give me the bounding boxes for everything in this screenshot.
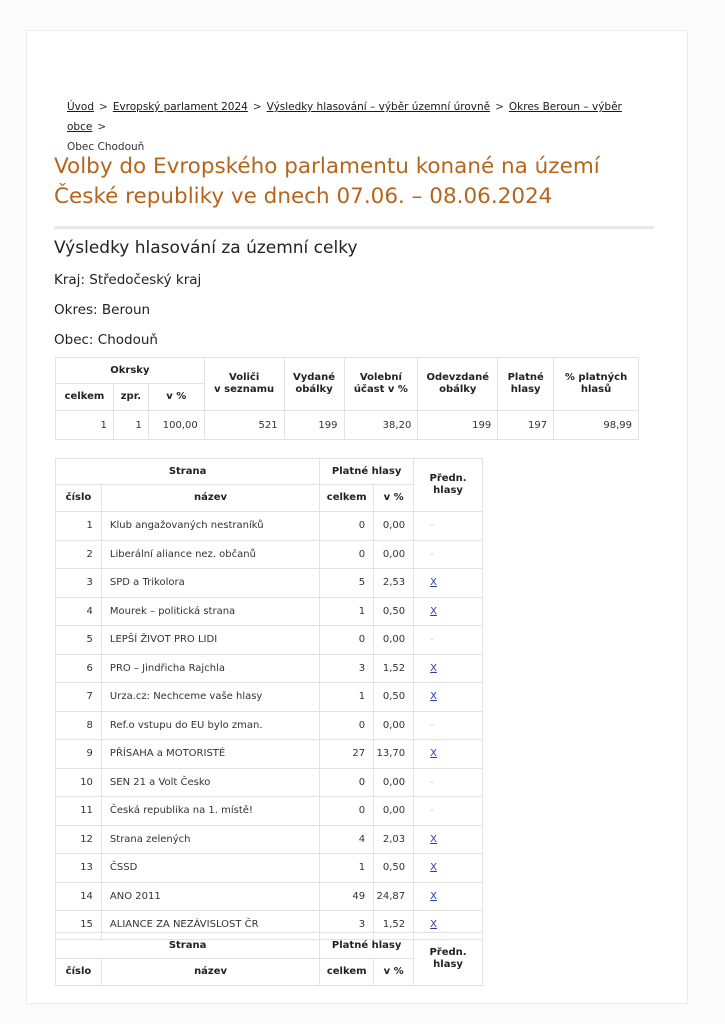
party-pref-cell: [414, 768, 483, 797]
header-zpr: zpr.: [113, 384, 148, 411]
header-strana: Strana: [56, 933, 320, 959]
party-pct: 0,00: [374, 711, 414, 740]
party-votes: 1: [320, 854, 374, 883]
header-nazev: název: [101, 485, 319, 512]
party-pct: 1,52: [374, 654, 414, 683]
breadcrumb-current: Obec Chodouň: [67, 141, 145, 153]
party-pct: 2,53: [374, 569, 414, 598]
kraj-label: Kraj: Středočeský kraj: [54, 272, 202, 288]
party-votes: 0: [320, 797, 374, 826]
party-row: [56, 768, 483, 797]
obec-label: Obec: Chodouň: [54, 332, 158, 348]
summary-row: [56, 411, 639, 440]
party-number: 15: [56, 911, 102, 940]
summary-table: [55, 357, 639, 440]
breadcrumb-separator: >: [252, 101, 262, 113]
party-number: 10: [56, 768, 102, 797]
party-number: 5: [56, 626, 102, 655]
title-divider: [54, 226, 654, 229]
party-pref-cell: [414, 654, 483, 683]
preferential-votes-link[interactable]: X: [430, 691, 437, 703]
party-name: Mourek – politická strana: [101, 597, 319, 626]
party-pct: 2,03: [374, 825, 414, 854]
party-number: 1: [56, 512, 102, 541]
header-vydane-obalky: Vydané obálky: [284, 358, 344, 411]
header-predn-hlasy: Předn. hlasy: [414, 933, 483, 986]
party-name: Klub angažovaných nestraníků: [101, 512, 319, 541]
preferential-votes-link[interactable]: X: [430, 577, 437, 589]
preferential-votes-link[interactable]: X: [430, 890, 437, 902]
okres-label: Okres: Beroun: [54, 302, 151, 318]
page-title: [54, 152, 664, 212]
party-row: [56, 711, 483, 740]
party-votes: 27: [320, 740, 374, 769]
no-preferential-votes: -: [430, 548, 434, 560]
party-number: 4: [56, 597, 102, 626]
party-pref-cell: [414, 540, 483, 569]
page-title-line1: Volby do Evropského parlamentu konané na území: [54, 154, 600, 179]
party-row: [56, 854, 483, 883]
party-pref-cell: [414, 569, 483, 598]
section-subtitle: Výsledky hlasování za územní celky: [54, 238, 358, 258]
party-row: [56, 825, 483, 854]
header-okrsky: Okrsky: [56, 358, 205, 384]
preferential-votes-link[interactable]: X: [430, 748, 437, 760]
header-strana: Strana: [56, 459, 320, 485]
party-pref-cell: [414, 882, 483, 911]
breadcrumb-separator: >: [495, 101, 504, 113]
party-row: [56, 740, 483, 769]
party-votes: 0: [320, 540, 374, 569]
party-pct: 0,00: [374, 540, 414, 569]
header-platne-hlasy: Platné hlasy: [320, 459, 414, 485]
header-cislo: číslo: [56, 959, 102, 986]
no-preferential-votes: -: [430, 634, 434, 646]
header-platne-hlasy: Platné hlasy: [320, 933, 414, 959]
party-name: LEPŠÍ ŽIVOT PRO LIDI: [101, 626, 319, 655]
no-preferential-votes: -: [430, 776, 434, 788]
party-pref-cell: [414, 711, 483, 740]
page-title-line2: České republiky ve dnech 07.06. – 08.06.2024: [54, 184, 553, 209]
party-name: ANO 2011: [101, 882, 319, 911]
party-number: 7: [56, 683, 102, 712]
preferential-votes-link[interactable]: X: [430, 605, 437, 617]
header-v-pct: v %: [374, 485, 414, 512]
party-name: SEN 21 a Volt Česko: [101, 768, 319, 797]
party-number: 8: [56, 711, 102, 740]
party-number: 3: [56, 569, 102, 598]
party-pct: 0,00: [374, 626, 414, 655]
header-pct-platnych: % platných hlasů: [554, 358, 639, 411]
party-votes: 3: [320, 654, 374, 683]
party-row: [56, 569, 483, 598]
party-pct: 24,87: [374, 882, 414, 911]
breadcrumb-link-vysledky-hlasovani[interactable]: Výsledky hlasování – výběr územní úrovně: [266, 101, 491, 113]
party-row: [56, 597, 483, 626]
party-name: Česká republika na 1. místě!: [101, 797, 319, 826]
party-votes: 0: [320, 512, 374, 541]
party-name: ALIANCE ZA NEZÁVISLOST ČR: [101, 911, 319, 940]
party-pct: 0,50: [374, 854, 414, 883]
header-volebni-ucast: Volební účast v %: [344, 358, 418, 411]
party-votes: 5: [320, 569, 374, 598]
cell-ucast: 38,20: [344, 411, 418, 440]
breadcrumb-separator: >: [97, 121, 107, 133]
preferential-votes-link[interactable]: X: [430, 919, 437, 931]
cell-zpr: 1: [113, 411, 148, 440]
parties-table-continued-header: [55, 932, 483, 986]
party-number: 11: [56, 797, 102, 826]
header-odevzdane-obalky: Odevzdané obálky: [418, 358, 498, 411]
party-votes: 4: [320, 825, 374, 854]
party-pref-cell: [414, 597, 483, 626]
party-number: 12: [56, 825, 102, 854]
header-volici: Voliči v seznamu: [204, 358, 284, 411]
party-pref-cell: [414, 825, 483, 854]
header-celkem: celkem: [320, 485, 374, 512]
party-number: 2: [56, 540, 102, 569]
cell-pct-platnych: 98,99: [554, 411, 639, 440]
party-pct: 0,50: [374, 597, 414, 626]
party-row: [56, 654, 483, 683]
party-name: Ref.o vstupu do EU bylo zman.: [101, 711, 319, 740]
header-celkem: celkem: [320, 959, 374, 986]
preferential-votes-link[interactable]: X: [430, 862, 437, 874]
party-pref-cell: [414, 683, 483, 712]
party-name: SPD a Trikolora: [101, 569, 319, 598]
party-name: PRO – Jindřicha Rajchla: [101, 654, 319, 683]
cell-celkem: 1: [56, 411, 114, 440]
party-pct: 1,52: [374, 911, 414, 940]
party-name: Urza.cz: Nechceme vaše hlasy: [101, 683, 319, 712]
header-platne-hlasy: Platné hlasy: [498, 358, 554, 411]
cell-v-pct: 100,00: [148, 411, 204, 440]
breadcrumb: [67, 97, 667, 157]
party-row: [56, 512, 483, 541]
cell-vydane: 199: [284, 411, 344, 440]
party-number: 9: [56, 740, 102, 769]
party-votes: 0: [320, 768, 374, 797]
header-predn-hlasy: Předn. hlasy: [414, 459, 483, 512]
party-pct: 0,00: [374, 768, 414, 797]
party-name: Liberální aliance nez. občanů: [101, 540, 319, 569]
cell-volici: 521: [204, 411, 284, 440]
party-row: [56, 626, 483, 655]
party-row: [56, 797, 483, 826]
party-name: ČSSD: [101, 854, 319, 883]
breadcrumb-link-evropsky-parlament[interactable]: Evropský parlament 2024: [112, 101, 248, 113]
party-pref-cell: [414, 512, 483, 541]
header-v-pct: v %: [148, 384, 204, 411]
party-pref-cell: [414, 740, 483, 769]
party-pref-cell: [414, 797, 483, 826]
party-row: [56, 540, 483, 569]
party-pct: 0,00: [374, 512, 414, 541]
party-pref-cell: [414, 626, 483, 655]
preferential-votes-link[interactable]: X: [430, 662, 437, 674]
party-pref-cell: [414, 854, 483, 883]
party-votes: 1: [320, 597, 374, 626]
party-number: 6: [56, 654, 102, 683]
party-votes: 3: [320, 911, 374, 940]
cell-platne: 197: [498, 411, 554, 440]
header-nazev: název: [101, 959, 319, 986]
no-preferential-votes: -: [430, 520, 434, 532]
party-number: 13: [56, 854, 102, 883]
party-votes: 0: [320, 711, 374, 740]
party-pct: 0,50: [374, 683, 414, 712]
party-votes: 1: [320, 683, 374, 712]
header-cislo: číslo: [56, 485, 102, 512]
party-row: [56, 882, 483, 911]
party-pct: 13,70: [374, 740, 414, 769]
header-celkem: celkem: [56, 384, 114, 411]
party-number: 14: [56, 882, 102, 911]
header-v-pct: v %: [374, 959, 414, 986]
no-preferential-votes: -: [430, 805, 434, 817]
party-votes: 0: [320, 626, 374, 655]
party-votes: 49: [320, 882, 374, 911]
breadcrumb-separator: >: [99, 101, 108, 113]
breadcrumb-link-uvod[interactable]: Úvod: [67, 101, 94, 113]
party-pct: 0,00: [374, 797, 414, 826]
party-row: [56, 683, 483, 712]
party-name: PŘÍSAHA a MOTORISTÉ: [101, 740, 319, 769]
no-preferential-votes: -: [430, 719, 434, 731]
breadcrumb-link-okres-beroun[interactable]: Okres Beroun – výběr obce: [67, 101, 622, 133]
cell-odevzdane: 199: [418, 411, 498, 440]
party-name: Strana zelených: [101, 825, 319, 854]
preferential-votes-link[interactable]: X: [430, 833, 437, 845]
parties-table: [55, 458, 483, 940]
